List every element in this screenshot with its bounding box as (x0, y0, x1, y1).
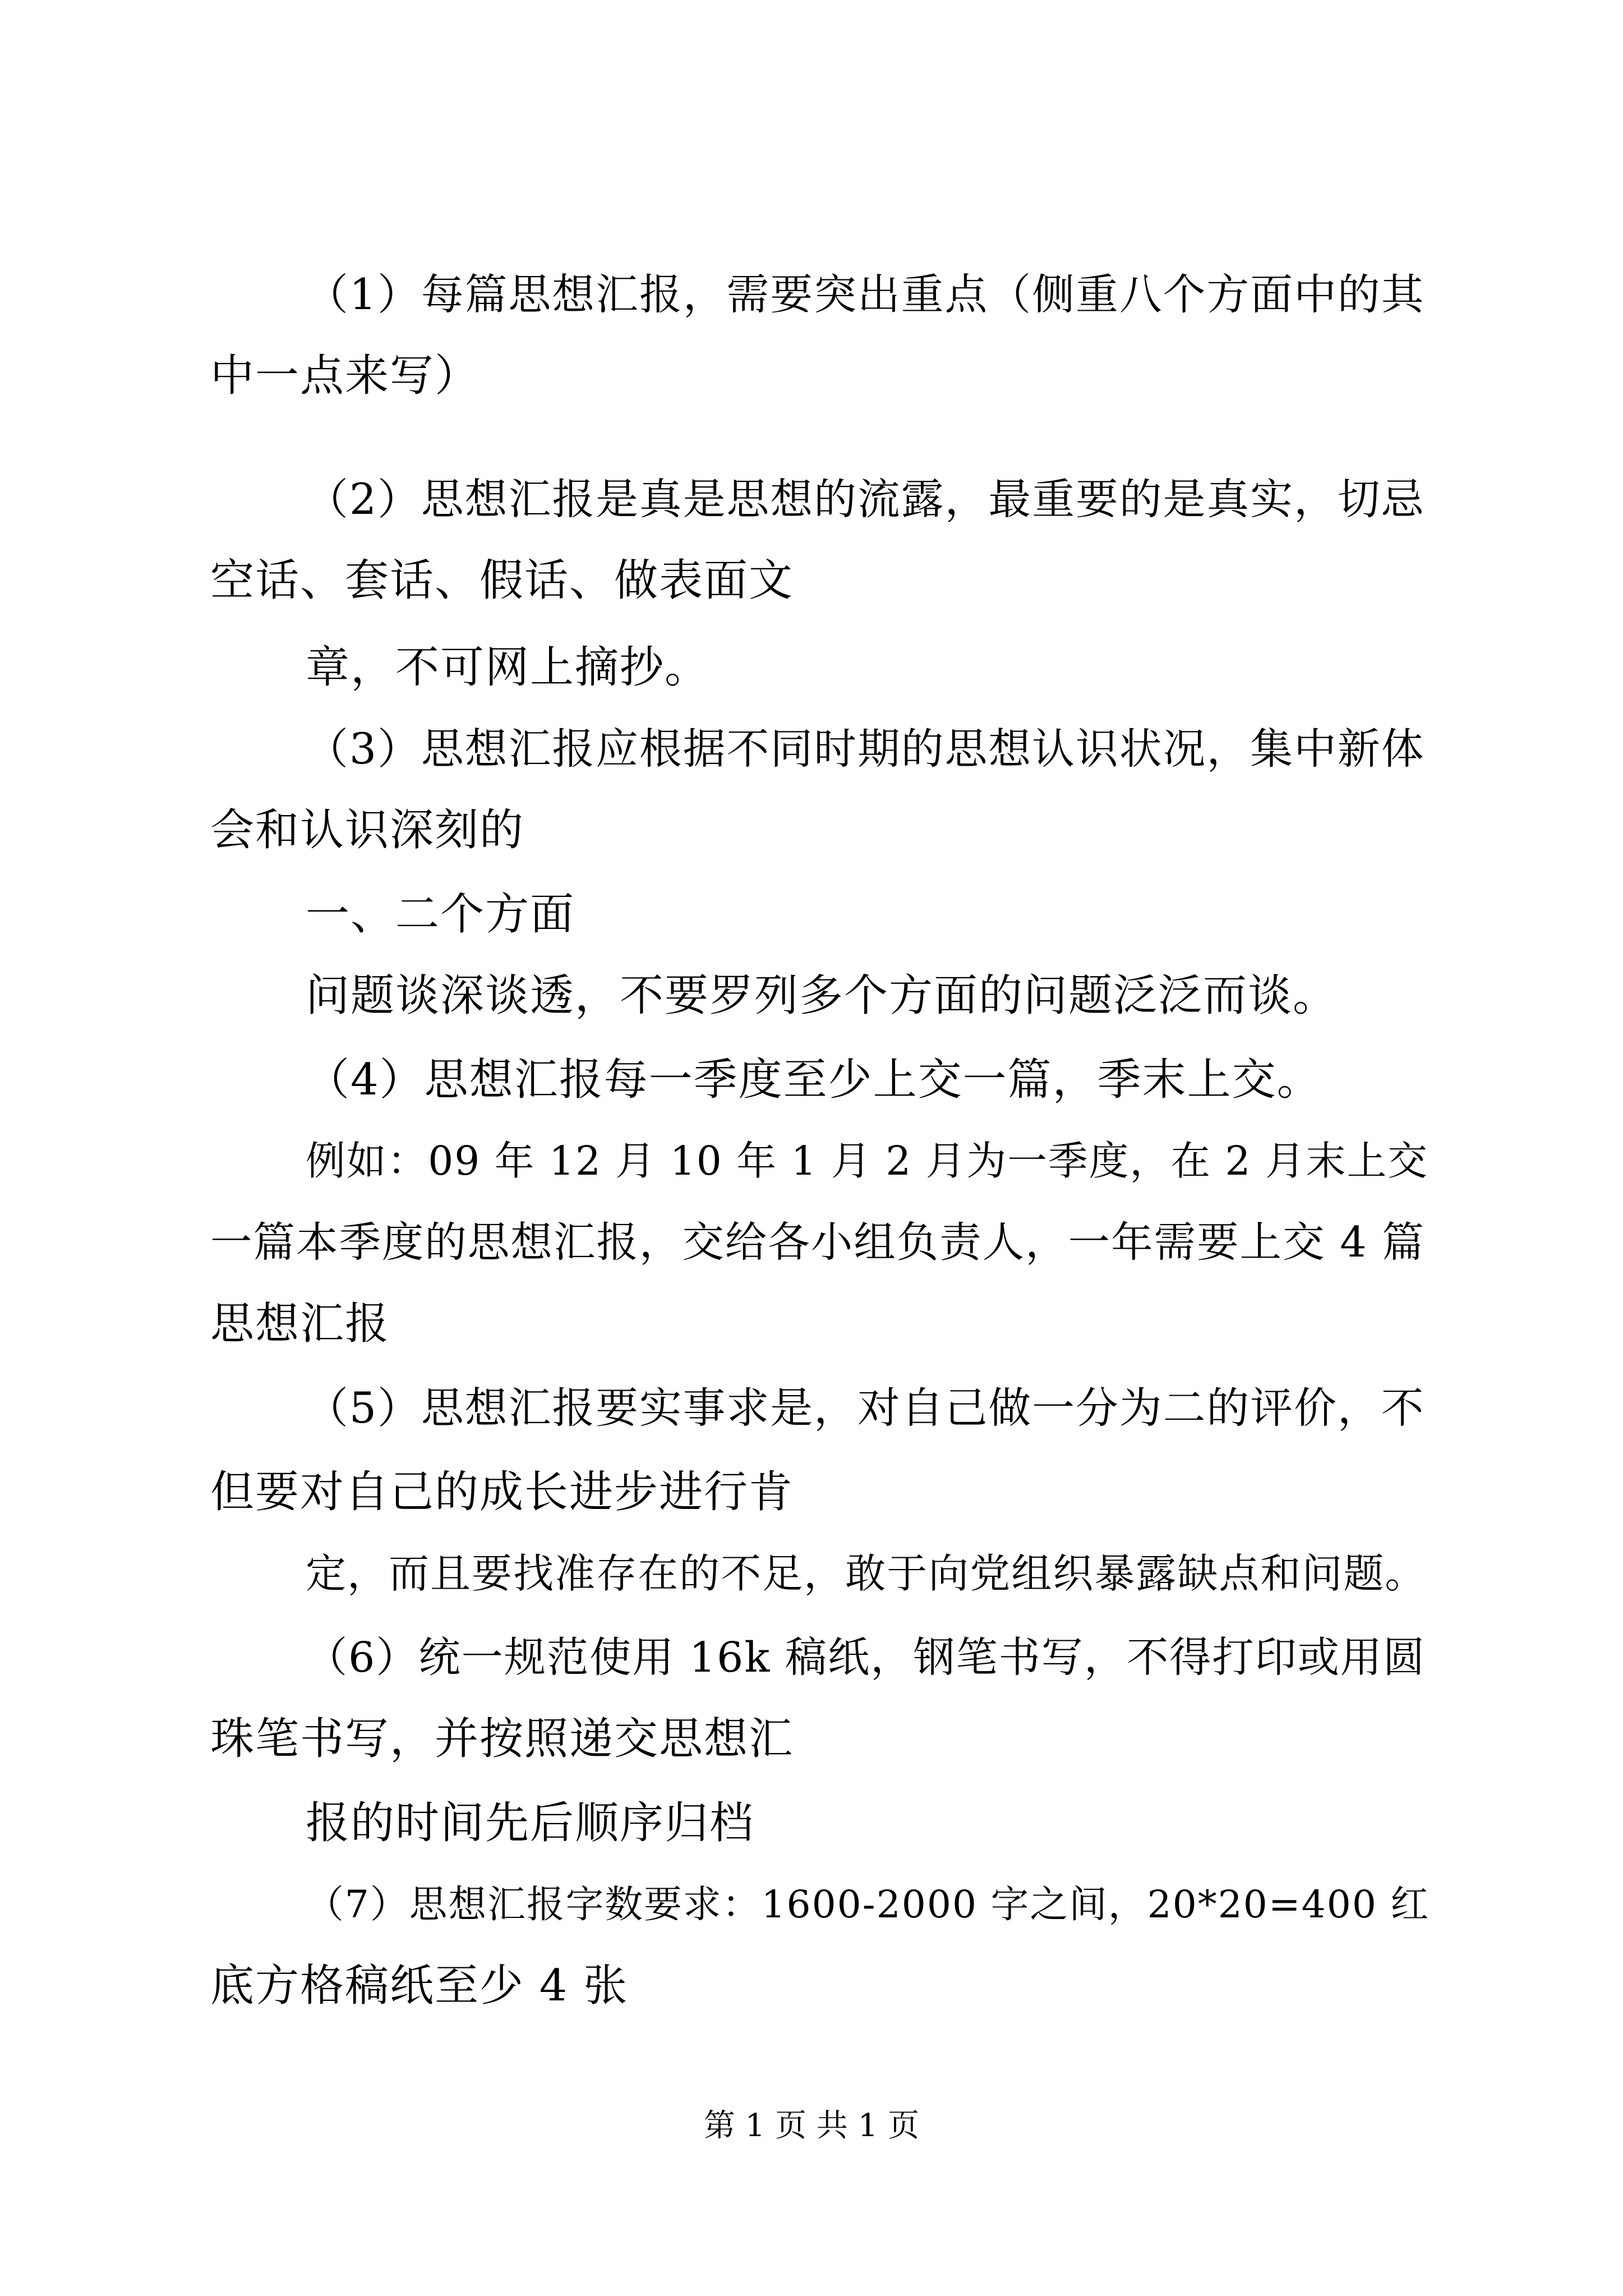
text-line: 珠笔书写，并按照递交思想汇 (210, 1714, 794, 1764)
text-line: 会和认识深刻的 (210, 805, 525, 855)
text-line: （3）思想汇报应根据不同时期的思想认识状况，集中新体 (306, 724, 1425, 774)
text-line: 但要对自己的成长进步进行肯 (210, 1467, 794, 1517)
text-line: 报的时间先后顺序归档 (306, 1798, 755, 1848)
text-line: （7）思想汇报字数要求：1600-2000 字之间，20*20=400 红 (306, 1882, 1430, 1926)
text-line: 定，而且要找准存在的不足，敢于向党组织暴露缺点和问题。 (306, 1550, 1427, 1597)
text-line: （1）每篇思想汇报，需要突出重点（侧重八个方面中的其 (306, 270, 1425, 319)
text-line: （5）思想汇报要实事求是，对自己做一分为二的评价，不 (306, 1383, 1425, 1433)
text-line: 底方格稿纸至少 4 张 (210, 1961, 629, 2011)
page-footer: 第 1 页 共 1 页 (703, 2108, 920, 2144)
text-line: 例如：09 年 12 月 10 年 1 月 2 月为一季度，在 2 月末上交 (306, 1138, 1429, 1184)
text-line: 一、二个方面 (306, 889, 575, 940)
text-line: （4）思想汇报每一季度至少上交一篇，季末上交。 (306, 1055, 1322, 1105)
text-line: （6）统一规范使用 16k 稿纸，钢笔书写，不得打印或用圆 (306, 1634, 1426, 1682)
text-line: 中一点来写） (210, 351, 480, 401)
text-line: 空话、套话、假话、做表面文 (210, 555, 794, 606)
text-line: 思想汇报 (210, 1299, 390, 1349)
text-line: （2）思想汇报是真是思想的流露，最重要的是真实，切忌 (306, 475, 1425, 524)
text-line: 章，不可网上摘抄。 (306, 642, 710, 693)
text-line: 问题谈深谈透，不要罗列多个方面的问题泛泛而谈。 (306, 970, 1338, 1021)
text-line: 一篇本季度的思想汇报，交给各小组负责人，一年需要上交 4 篇 (210, 1218, 1425, 1267)
